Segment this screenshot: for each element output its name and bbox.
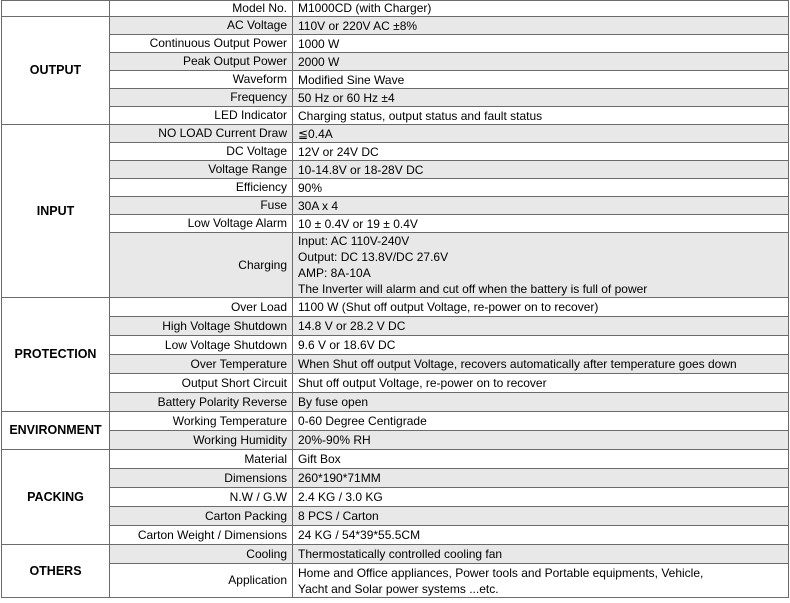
spec-label: Fuse: [110, 197, 293, 215]
spec-value-line: 1100 W (Shut off output Voltage, re-power on to recover): [298, 300, 599, 314]
spec-label: Material: [110, 450, 293, 469]
spec-row: [2, 564, 789, 598]
spec-row: [2, 35, 789, 53]
spec-row: [2, 488, 789, 507]
spec-value: [293, 526, 789, 545]
spec-value: [293, 125, 789, 143]
spec-value-line: Shut off output Voltage, re-power on to recover: [298, 376, 547, 390]
spec-row: [2, 412, 789, 431]
spec-value: [293, 215, 789, 233]
spec-value: [293, 107, 789, 125]
model-row: [2, 1, 789, 17]
spec-value-line: Home and Office appliances, Power tools and Portable equipments, Vehicle,: [298, 565, 704, 580]
model-value: M1000CD (with Charger): [293, 1, 789, 17]
spec-value: [293, 412, 789, 431]
spec-value: [293, 89, 789, 107]
spec-label: AC Voltage: [110, 17, 293, 35]
spec-row: [2, 107, 789, 125]
spec-value-line: 10 ± 0.4V or 19 ± 0.4V: [298, 216, 418, 231]
spec-row: [2, 431, 789, 450]
spec-label: Over Load: [110, 298, 293, 317]
spec-value: [293, 35, 789, 53]
model-section-cell: [2, 1, 110, 17]
spec-value-line: AMP: 8A-10A: [298, 266, 371, 280]
spec-row: [2, 89, 789, 107]
spec-value-line: 2.4 KG / 3.0 KG: [298, 490, 383, 504]
spec-value: [293, 53, 789, 71]
spec-value-line: 8 PCS / Carton: [298, 509, 379, 523]
spec-value-line: Charging status, output status and fault status: [298, 108, 543, 123]
spec-label: Over Temperature: [110, 355, 293, 374]
spec-value-line: By fuse open: [298, 395, 369, 409]
spec-value: [293, 355, 789, 374]
spec-row: [2, 450, 789, 469]
spec-row: [2, 71, 789, 89]
spec-value: [293, 298, 789, 317]
spec-value-line: When Shut off output Voltage, recovers automatically after temperature goes down: [298, 357, 737, 371]
model-label: Model No.: [110, 1, 293, 17]
spec-value-line: 14.8 V or 28.2 V DC: [298, 319, 406, 333]
spec-row: [2, 393, 789, 412]
spec-label: DC Voltage: [110, 143, 293, 161]
spec-value-line: Thermostatically controlled cooling fan: [298, 547, 503, 561]
section-title-protection: PROTECTION: [2, 298, 110, 412]
spec-label: Continuous Output Power: [110, 35, 293, 53]
spec-row: [2, 125, 789, 143]
spec-row: [2, 143, 789, 161]
spec-row: [2, 161, 789, 179]
spec-value-line: Gift Box: [298, 452, 341, 466]
spec-label: Efficiency: [110, 179, 293, 197]
spec-row: [2, 179, 789, 197]
spec-value: [293, 564, 789, 598]
spec-value: [293, 336, 789, 355]
spec-label: Working Temperature: [110, 412, 293, 431]
spec-value-line: 50 Hz or 60 Hz ±4: [298, 90, 395, 105]
spec-value-line: 9.6 V or 18.6V DC: [298, 338, 396, 352]
spec-row: [2, 355, 789, 374]
spec-value: [293, 197, 789, 215]
spec-value-line: 260*190*71MM: [298, 471, 381, 485]
spec-label: Output Short Circuit: [110, 374, 293, 393]
spec-value-line: The Inverter will alarm and cut off when the battery is full of power: [298, 282, 648, 296]
spec-value-line: ≦0.4A: [298, 126, 333, 141]
spec-row: [2, 374, 789, 393]
spec-value-line: 24 KG / 54*39*55.5CM: [298, 528, 421, 542]
spec-label: Low Voltage Alarm: [110, 215, 293, 233]
spec-value: [293, 507, 789, 526]
spec-value-line: 10-14.8V or 18-28V DC: [298, 162, 424, 177]
spec-value-line: Output: DC 13.8V/DC 27.6V: [298, 250, 449, 264]
spec-row: [2, 545, 789, 564]
spec-label: Voltage Range: [110, 161, 293, 179]
spec-value: [293, 431, 789, 450]
section-title-environment: ENVIRONMENT: [2, 412, 110, 450]
spec-value: [293, 233, 789, 298]
section-title-others: OTHERS: [2, 545, 110, 598]
spec-label: Carton Weight / Dimensions: [110, 526, 293, 545]
spec-value: [293, 450, 789, 469]
spec-row: [2, 53, 789, 71]
spec-value-line: 2000 W: [298, 54, 340, 69]
spec-label: Battery Polarity Reverse: [110, 393, 293, 412]
spec-row: [2, 197, 789, 215]
spec-value: [293, 179, 789, 197]
spec-row: [2, 507, 789, 526]
spec-value: [293, 143, 789, 161]
spec-value-line: 20%-90% RH: [298, 433, 371, 447]
spec-row: [2, 336, 789, 355]
spec-label: NO LOAD Current Draw: [110, 125, 293, 143]
spec-row: [2, 317, 789, 336]
spec-label: Working Humidity: [110, 431, 293, 450]
spec-value-line: Yacht and Solar power systems ...etc.: [298, 581, 499, 596]
spec-row: [2, 469, 789, 488]
spec-row: [2, 17, 789, 35]
spec-label: LED Indicator: [110, 107, 293, 125]
spec-value-line: 90%: [298, 180, 323, 195]
section-title-packing: PACKING: [2, 450, 110, 545]
spec-value: [293, 374, 789, 393]
spec-value: [293, 17, 789, 35]
spec-label: Carton Packing: [110, 507, 293, 526]
spec-value-line: 110V or 220V AC ±8%: [298, 18, 418, 33]
spec-label: N.W / G.W: [110, 488, 293, 507]
spec-value-line: 1000 W: [298, 36, 340, 51]
spec-value-line: Modified Sine Wave: [298, 72, 405, 87]
spec-label: Frequency: [110, 89, 293, 107]
spec-value: [293, 545, 789, 564]
section-title-output: OUTPUT: [2, 17, 110, 125]
spec-value-line: 30A x 4: [298, 198, 339, 213]
spec-label: Cooling: [110, 545, 293, 564]
section-title-input: INPUT: [2, 125, 110, 298]
spec-value-line: 12V or 24V DC: [298, 144, 379, 159]
spec-value: [293, 317, 789, 336]
spec-value-line: 0-60 Degree Centigrade: [298, 414, 427, 428]
spec-value: [293, 488, 789, 507]
spec-row: [2, 526, 789, 545]
spec-row: [2, 233, 789, 298]
spec-label: Waveform: [110, 71, 293, 89]
spec-label: Peak Output Power: [110, 53, 293, 71]
spec-row: [2, 298, 789, 317]
spec-value: [293, 469, 789, 488]
spec-label: Low Voltage Shutdown: [110, 336, 293, 355]
spec-label: Charging: [110, 233, 293, 298]
spec-value: [293, 393, 789, 412]
spec-value: [293, 161, 789, 179]
spec-value-line: Input: AC 110V-240V: [298, 234, 410, 248]
spec-label: Dimensions: [110, 469, 293, 488]
spec-table: [1, 0, 789, 598]
spec-label: High Voltage Shutdown: [110, 317, 293, 336]
spec-table-body: [2, 1, 789, 598]
spec-row: [2, 215, 789, 233]
spec-value: [293, 71, 789, 89]
spec-label: Application: [110, 564, 293, 598]
